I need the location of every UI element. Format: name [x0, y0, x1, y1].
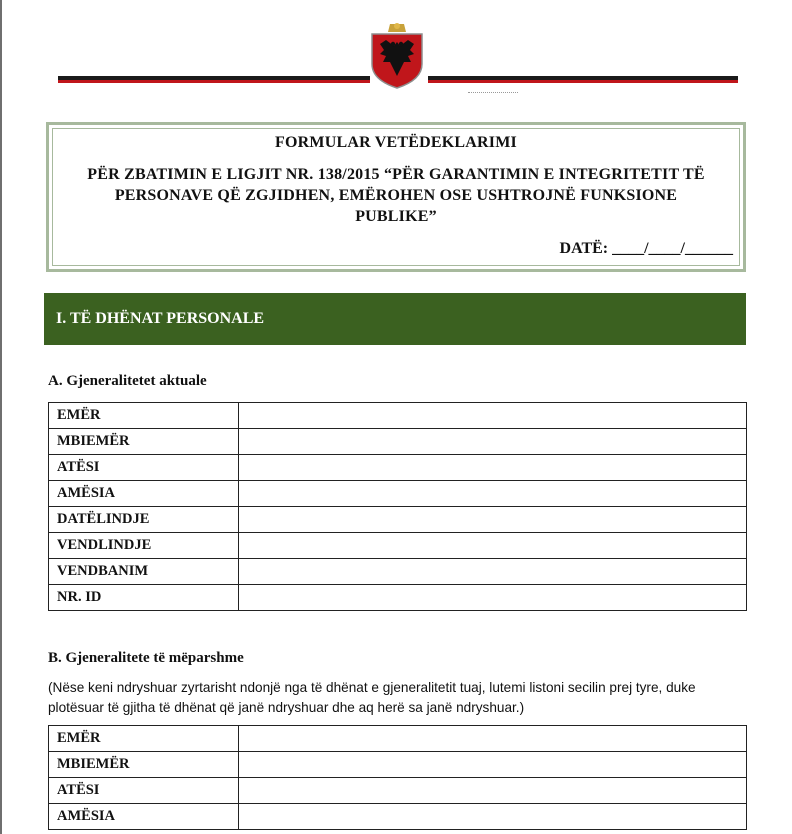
header-rule-left-red [58, 80, 370, 83]
vendbanim-input[interactable] [239, 559, 747, 585]
table-row [49, 752, 747, 778]
table-row [49, 481, 747, 507]
row-label: MBIEMËR [49, 429, 239, 455]
table-row [49, 507, 747, 533]
datelindje-input[interactable] [239, 507, 747, 533]
table-row [49, 726, 747, 752]
page-edge [0, 0, 2, 834]
prev-atesi-input[interactable] [239, 778, 747, 804]
part-b-heading: B. Gjeneralitete të mëparshme [48, 650, 244, 666]
row-label: AMËSIA [49, 804, 239, 830]
prev-emer-input[interactable] [239, 726, 747, 752]
row-label: VENDLINDJE [49, 533, 239, 559]
part-b-note: (Nëse keni ndryshuar zyrtarisht ndonjë nga të dhënat e gjeneralitetit tuaj, lutemi listoni secilin prej tyre, duke plotësuar të gjitha të dhënat që janë ndryshuar dhe aq herë sa janë ndryshuar.) [48, 680, 696, 715]
form-title-box [46, 122, 746, 272]
row-label: EMËR [49, 403, 239, 429]
prev-mbiemer-input[interactable] [239, 752, 747, 778]
nr-id-input[interactable] [239, 585, 747, 611]
vendlindje-input[interactable] [239, 533, 747, 559]
form-title: FORMULAR VETËDEKLARIMI [275, 134, 517, 151]
table-row [49, 559, 747, 585]
table-row [49, 429, 747, 455]
mbiemer-input[interactable] [239, 429, 747, 455]
row-label: ATËSI [49, 455, 239, 481]
table-row [49, 585, 747, 611]
current-details-table [48, 402, 747, 611]
form-subtitle: PËR ZBATIMIN E LIGJIT NR. 138/2015 “PËR GARANTIMIN E INTEGRITETIT TË PERSONAVE QË ZGJIDHEN, EMËROHEN OSE USHTROJNË FUNKSIONE PUBLIKE” [87, 166, 705, 225]
coat-of-arms-icon [366, 20, 428, 90]
row-label: VENDBANIM [49, 559, 239, 585]
header-rule-right-red [428, 80, 738, 83]
table-row [49, 804, 747, 830]
row-label: NR. ID [49, 585, 239, 611]
amesia-input[interactable] [239, 481, 747, 507]
row-label: ATËSI [49, 778, 239, 804]
emer-input[interactable] [239, 403, 747, 429]
date-field[interactable]: DATË: ____/____/______ [559, 240, 733, 257]
section-title-personal-data: I. TË DHËNAT PERSONALE [44, 293, 746, 345]
table-row [49, 778, 747, 804]
table-row [49, 533, 747, 559]
previous-details-table [48, 725, 747, 830]
row-label: MBIEMËR [49, 752, 239, 778]
atesi-input[interactable] [239, 455, 747, 481]
row-label: EMËR [49, 726, 239, 752]
part-a-heading: A. Gjeneralitetet aktuale [48, 373, 207, 389]
row-label: AMËSIA [49, 481, 239, 507]
prev-amesia-input[interactable] [239, 804, 747, 830]
row-label: DATËLINDJE [49, 507, 239, 533]
table-row [49, 403, 747, 429]
header-dotted-mark [468, 92, 518, 95]
table-row [49, 455, 747, 481]
